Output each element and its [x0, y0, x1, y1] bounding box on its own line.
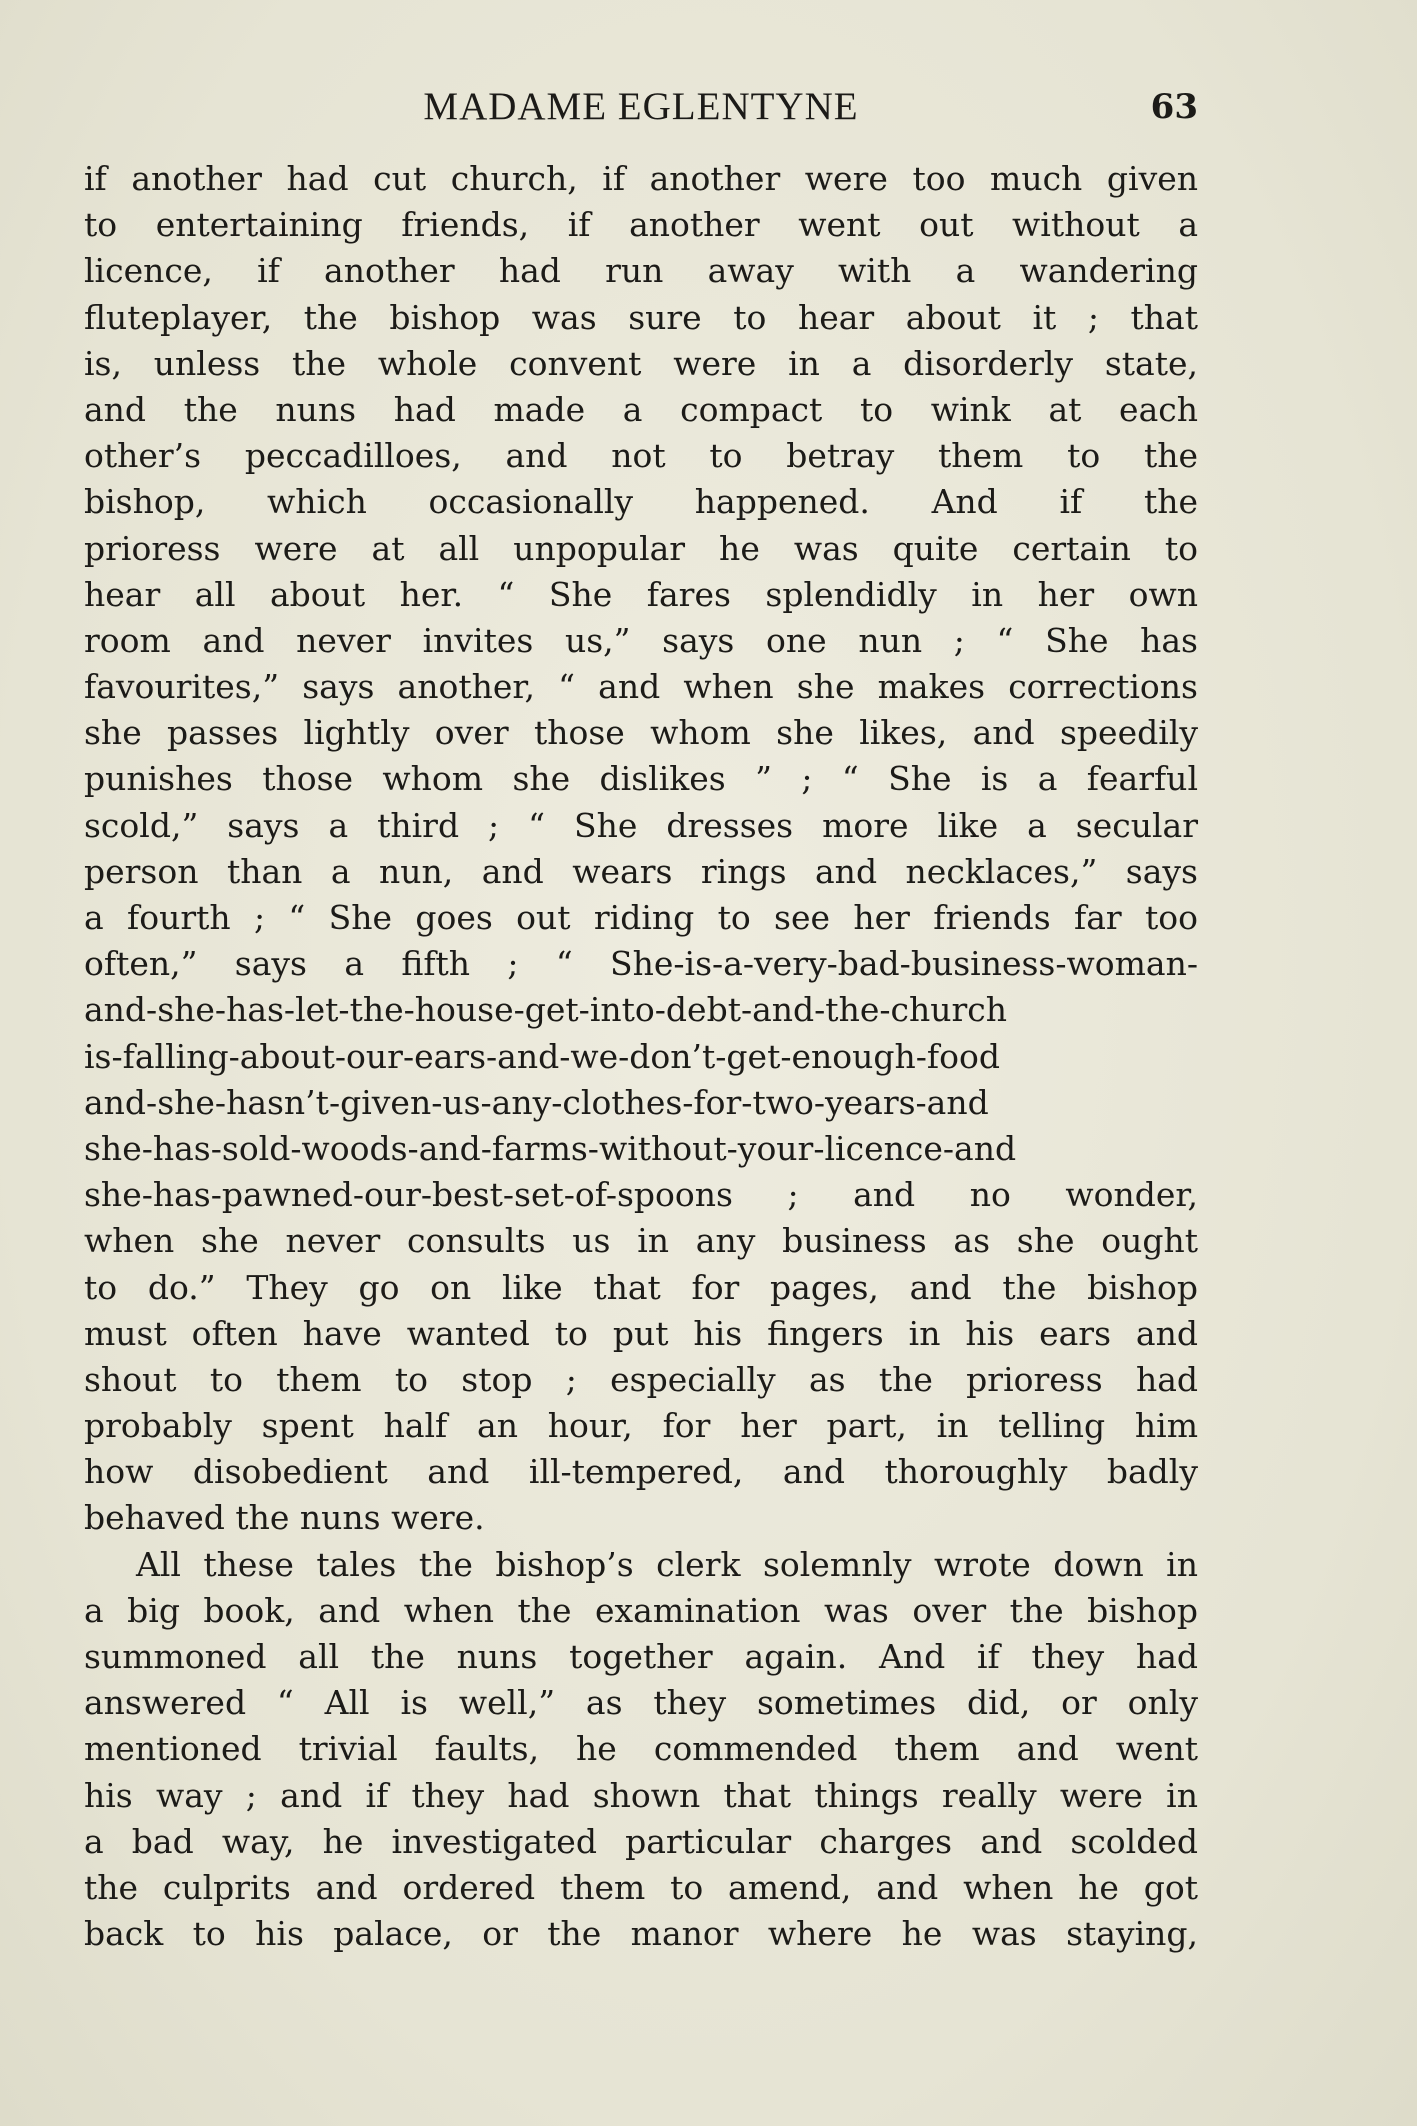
- text-line: she-has-pawned-our-best-set-of-spoons ; and no wonder,: [84, 1175, 1198, 1215]
- body-text: [84, 156, 1198, 1957]
- text-line: licence, if another had run away with a wandering: [84, 251, 1198, 291]
- text-line: if another had cut church, if another were too much given: [84, 159, 1198, 198]
- text-line: room and never invites us,” says one nun ; “ She has: [84, 620, 1198, 660]
- text-line: often,” says a fifth ; “ She-is-a-very-bad-business-woman-: [84, 944, 1198, 984]
- running-title: MADAME EGLENTYNE: [423, 85, 859, 128]
- text-line: a bad way, he investigated particular charges and scolded: [84, 1821, 1198, 1861]
- text-line: the culprits and ordered them to amend, and when he got: [84, 1867, 1198, 1907]
- text-line: mentioned trivial faults, he commended them and went: [84, 1729, 1198, 1769]
- page-number: 63: [1150, 87, 1198, 127]
- text-line: person than a nun, and wears rings and necklaces,” says: [84, 851, 1198, 891]
- text-line: hear all about her. “ She fares splendidly in her own: [84, 574, 1198, 614]
- text-line: must often have wanted to put his fingers in his ears and: [84, 1313, 1198, 1353]
- text-line: behaved the nuns were.: [84, 1498, 485, 1538]
- text-line: shout to them to stop ; especially as the prioress had: [84, 1359, 1198, 1399]
- text-line: answered “ All is well,” as they sometimes did, or only: [84, 1683, 1198, 1723]
- text-line: punishes those whom she dislikes ” ; “ She is a fearful: [84, 759, 1198, 799]
- text-line: other’s peccadilloes, and not to betray them to the: [84, 436, 1198, 476]
- text-line: she-has-sold-woods-and-farms-without-your-licence-and: [84, 1128, 1017, 1168]
- text-line: a fourth ; “ She goes out riding to see her friends far too: [84, 898, 1198, 937]
- text-line: to do.” They go on like that for pages, and the bishop: [84, 1267, 1198, 1307]
- text-line: bishop, which occasionally happened. And if the: [84, 482, 1198, 522]
- text-line: probably spent half an hour, for her part, in telling him: [84, 1406, 1198, 1446]
- text-line: prioress were at all unpopular he was quite certain to: [84, 528, 1198, 568]
- text-line: and-she-has-let-the-house-get-into-debt-and-the-church: [84, 990, 1008, 1030]
- text-line: to entertaining friends, if another went out without a: [84, 205, 1198, 245]
- text-line: a big book, and when the examination was over the bishop: [84, 1590, 1198, 1630]
- text-line: she passes lightly over those whom she likes, and speedily: [84, 713, 1198, 753]
- text-line: fluteplayer, the bishop was sure to hear about it ; that: [84, 297, 1198, 337]
- text-line: and the nuns had made a compact to wink at each: [84, 389, 1198, 429]
- text-line: his way ; and if they had shown that things really were in: [84, 1775, 1198, 1815]
- text-line: All these tales the bishop’s clerk solemnly wrote down in: [136, 1544, 1198, 1584]
- text-line: summoned all the nuns together again. And if they had: [84, 1637, 1198, 1676]
- running-head: [84, 82, 1198, 132]
- text-line: how disobedient and ill-tempered, and thoroughly badly: [84, 1452, 1198, 1492]
- text-line: and-she-hasn’t-given-us-any-clothes-for-two-years-and: [84, 1082, 989, 1122]
- text-line: scold,” says a third ; “ She dresses more like a secular: [84, 805, 1198, 845]
- text-line: when she never consults us in any business as she ought: [84, 1221, 1198, 1261]
- text-line: favourites,” says another, “ and when she makes corrections: [84, 667, 1198, 707]
- text-line: is, unless the whole convent were in a disorderly state,: [84, 343, 1198, 383]
- text-line: is-falling-about-our-ears-and-we-don’t-get-enough-food: [84, 1036, 1001, 1076]
- text-line: back to his palace, or the manor where he was staying,: [84, 1914, 1198, 1954]
